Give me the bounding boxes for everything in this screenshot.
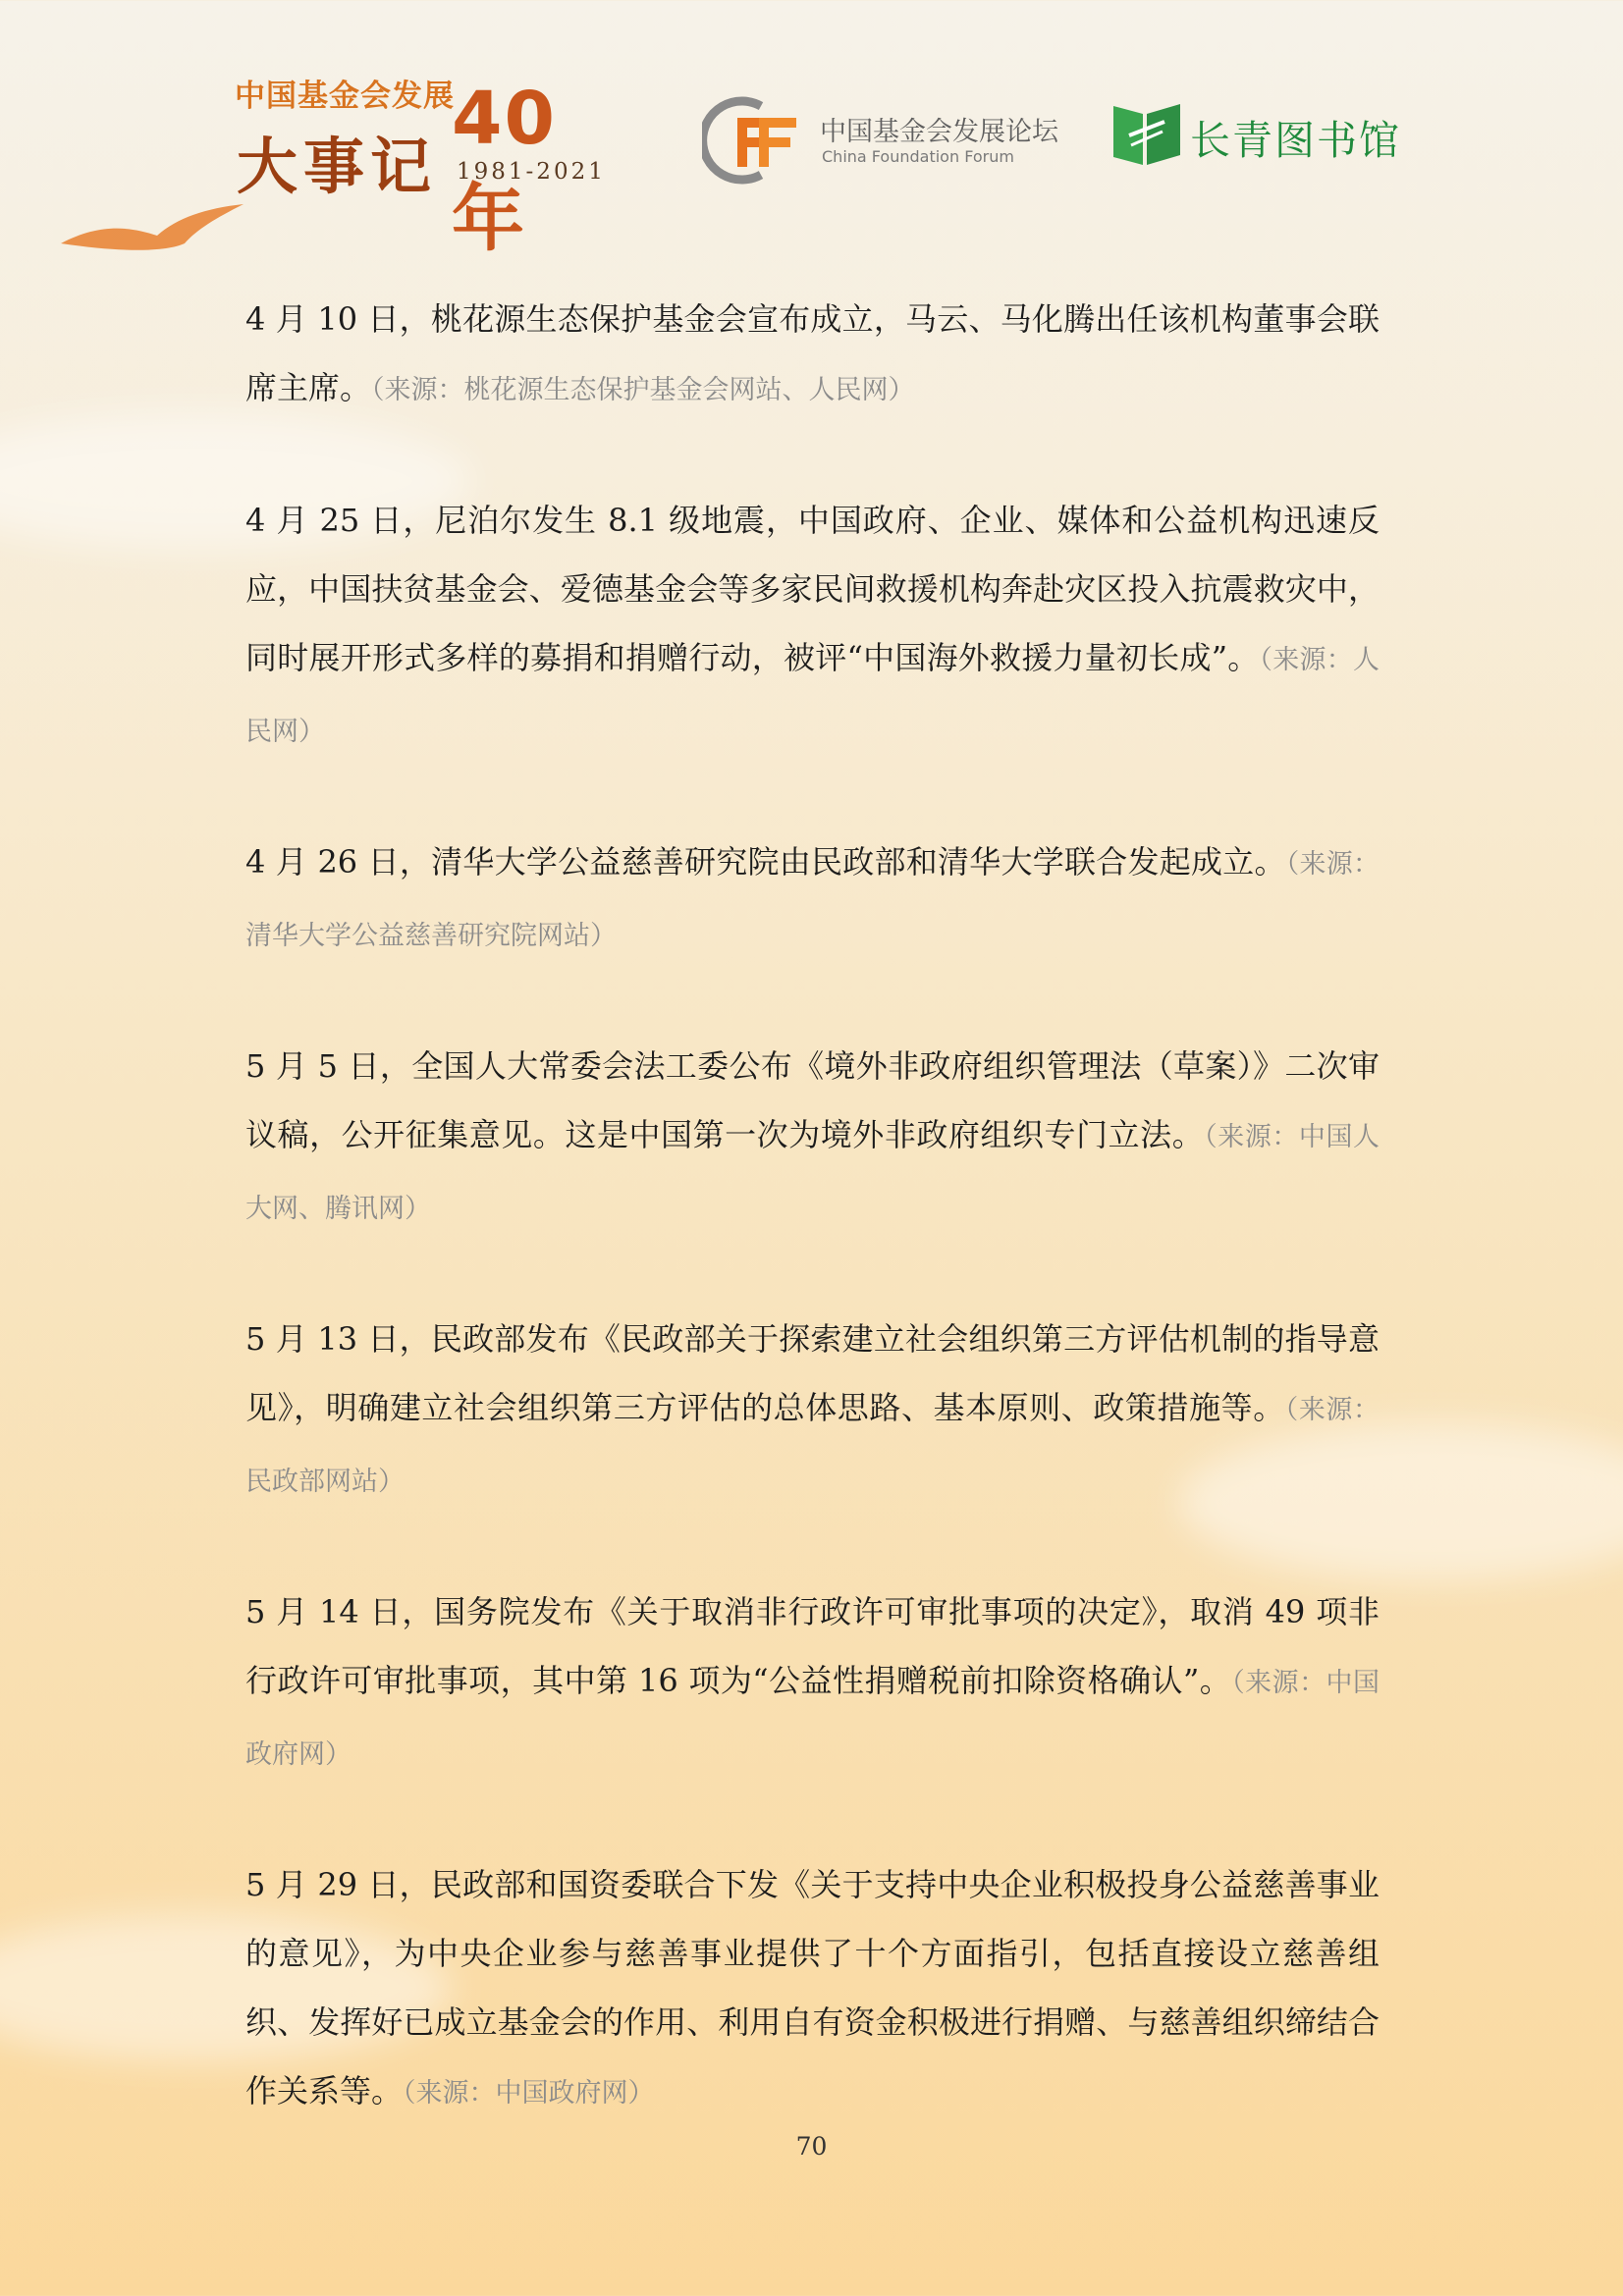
chronicle-entry xyxy=(245,285,1380,425)
forum-logo xyxy=(702,96,1075,185)
entry-source: （来源：中国政府网） xyxy=(245,1668,1380,1770)
chronicle-entry xyxy=(245,1305,1380,1517)
chronicle-entry xyxy=(245,486,1380,767)
library-logo xyxy=(1109,96,1434,175)
entry-text: 5 月 29 日，民政部和国资委联合下发《关于支持中央企业积极投身公益慈善事业的意见》，为中央企业参与慈善事业提供了十个方面指引，包括直接设立慈善组织、发挥好已成立基金会的作用、利用自有资金积极进行捐赠、与慈善组织缔结合作关系等。 xyxy=(245,1866,1380,2109)
entry-source: （来源：民政部网站） xyxy=(245,1395,1380,1497)
page-number: 70 xyxy=(795,2132,828,2161)
chronicle-entries xyxy=(245,285,1380,2189)
forum-english-name: China Foundation Forum xyxy=(822,147,1014,166)
entry-source: （来源：人民网） xyxy=(245,645,1380,747)
forum-name: 中国基金会发展论坛 xyxy=(820,117,1058,147)
forum-ff-icon xyxy=(702,96,800,185)
anniversary-logo-small-text: 中国基金会发展 xyxy=(235,79,455,114)
entry-text: 4 月 26 日，清华大学公益慈善研究院由民政部和清华大学联合发起成立。 xyxy=(245,843,1286,881)
anniversary-logo-big-text: 大事记 xyxy=(237,131,438,202)
chronicle-entry xyxy=(245,828,1380,971)
entry-text: 4 月 10 日，桃花源生态保护基金会宣布成立，马云、马化腾出任该机构董事会联席主席。 xyxy=(245,300,1380,406)
entry-text: 5 月 14 日，国务院发布《关于取消非行政许可审批事项的决定》，取消 49 项非行政许可审批事项，其中第 16 项为“公益性捐赠税前扣除资格确认”。 xyxy=(245,1593,1380,1699)
entry-source: （来源：清华大学公益慈善研究院网站） xyxy=(245,849,1380,951)
chronicle-entry xyxy=(245,1577,1380,1789)
chronicle-entry xyxy=(245,1850,1380,2128)
entry-text: 5 月 13 日，民政部发布《民政部关于探索建立社会组织第三方评估机制的指导意见》，明确建立社会组织第三方评估的总体思路、基本原则、政策措施等。 xyxy=(245,1320,1380,1426)
flying-bird-icon xyxy=(59,196,245,265)
green-book-icon xyxy=(1109,96,1184,171)
entry-source: （来源：桃花源生态保护基金会网站、人民网） xyxy=(371,375,915,405)
chronicle-entry xyxy=(245,1032,1380,1244)
entry-source: （来源：中国政府网） xyxy=(403,2078,655,2109)
anniversary-logo xyxy=(231,69,623,261)
entry-text: 4 月 25 日，尼泊尔发生 8.1 级地震，中国政府、企业、媒体和公益机构迅速反应，中国扶贫基金会、爱德基金会等多家民间救援机构奔赴灾区投入抗震救灾中，同时展开形式多样的募捐和捐赠行动，被评“中国海外救援力量初长成”。 xyxy=(245,502,1380,676)
page-header xyxy=(0,0,1623,261)
anniversary-logo-number: 40年 xyxy=(452,77,557,261)
anniversary-logo-years: 1981-2021 xyxy=(457,159,606,185)
library-name: 长青图书馆 xyxy=(1190,117,1401,164)
entry-text: 5 月 5 日，全国人大常委会法工委公布《境外非政府组织管理法（草案）》二次审议稿，公开征集意见。这是中国第一次为境外非政府组织专门立法。 xyxy=(245,1047,1380,1153)
entry-source: （来源：中国人大网、腾讯网） xyxy=(245,1122,1380,1224)
